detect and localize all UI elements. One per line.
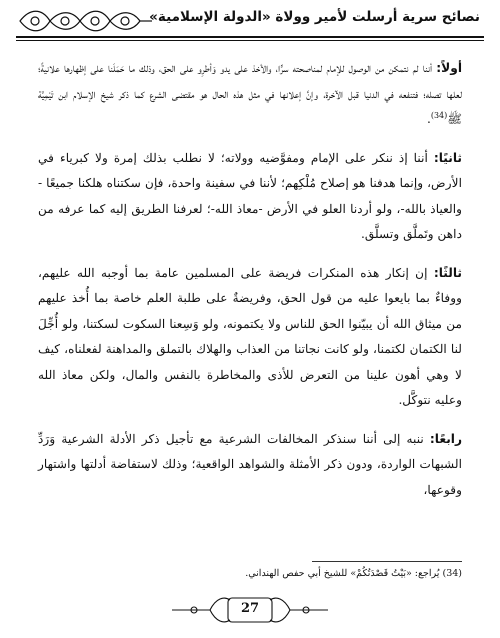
header-ornament-icon [16,6,154,36]
page-number-frame [170,590,330,630]
paragraph-text: ننبه إلى أننا سنذكر المخالفات الشرعية مع تأجيل ذكر الأدلة الشرعية وَرَدِّ الشبهات الواردة، ودون ذكر الأمثلة والشواهد الواقعية؛ وذلك لاستفاضة أدلتها واشتهار وقوعها، [38,431,462,497]
paragraph-lead: رابعًا: [429,431,462,446]
body-text [38,56,462,516]
header-divider-thin [16,40,484,41]
page-header [16,6,484,34]
paragraph-third [38,261,462,414]
paragraph-text: أننا لم نتمكن من الوصول للإمام لمناصحته سرًّا، والأخذ على يدو وَأطرِو على الحق، وذلك ما حَمَلَنا على إظهارها علانيةً؛ لعلها تصله؛ فتنفعه في الدنيا قبل الآخرة، وإنَّ إعلانها في مثل هذه الحال هو مقتضى الشرع كما ذكر شيخ الإسلام ابن تَيْمِيَّة ﷺ [38,61,462,126]
paragraph-tail: . [426,112,431,126]
page-number: 27 [240,601,260,616]
paragraph-text: إن إنكار هذه المنكرات فريضة على المسلمين عامة بما أوجبه الله عليهم، ووفاءٌ بما بايعوا عليه من قول الحق، وفريضةٌ على طلبة العلم خاصة بما أُخذ عليهم من ميثاق الله أن يبيّنوا الحق للناس ولا يكتمونه، ولو وَسِعنا السكوت لسكتنا، ولو أُجِّلَ لنا الكتمان لكتمنا، ولو كانت نجاتنا من العذاب والهلاك بالتملق والمداهنة لفعلناه، كيف لا وهي أهون علينا من التعرض للأذى والمخاطرة بالنفس والمال، ولكن معاذ الله وعليه نتوكَّل. [38,265,462,407]
paragraph-lead: ثانيًا: [433,150,462,165]
paragraph-text: أننا إذ ننكر على الإمام ومفوَّضيه وولاته؛ لا نطلب بذلك إمرة ولا كبرياء في الأرض، وإنما هدفنا هو إصلاح مُلْكِهم؛ لأننا في سفينة واحدة، فإن سكتناه هلكنا جميعًا - والعياذ بالله-، ولو أردنا العلو في الأرض -معاذ الله-؛ لعرفنا الطريق إليه كما عرفه من داهن وتَملَّق وتسلَّق. [38,150,462,241]
paragraph-second [38,146,462,248]
footnote-divider [312,561,462,562]
page-header-title: نصائح سرية أرسلت لأمير وولاة «الدولة الإسلامية» [149,9,480,25]
paragraph-lead: ثالثًا: [433,265,462,280]
paragraph-lead: أولاً: [436,61,462,75]
footnote-reference[interactable]: (34) [430,110,448,120]
paragraph-first [38,56,462,133]
paragraph-fourth [38,427,462,504]
header-divider [16,36,484,38]
footnote: (34) يُراجع: «بَيْتُ قَصْدَتُكُمْ» للشيخ أبي حفص الهنداني. [245,568,462,579]
